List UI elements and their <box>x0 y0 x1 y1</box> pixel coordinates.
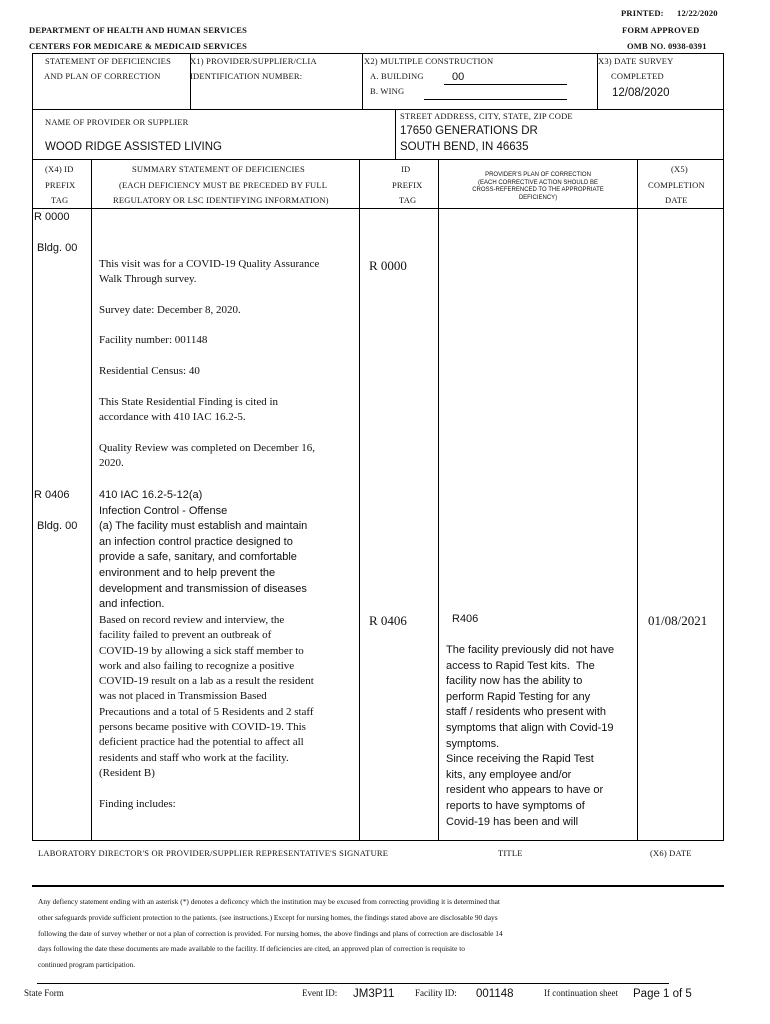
row1-tag: R 0000 <box>34 211 70 223</box>
completed-label: COMPLETED <box>611 71 664 81</box>
row1-building: Bldg. 00 <box>37 242 78 254</box>
row2-id-tag: R 0406 <box>369 613 407 628</box>
completion-header: COMPLETION <box>648 180 705 190</box>
survey-date: 12/08/2020 <box>612 87 670 99</box>
wing-underline <box>424 99 567 100</box>
disclaimer-line: following the date of survey whether or not a plan of correction is provided. For nursing homes, the above findings and plans of correction are disclosable 14 <box>38 928 503 938</box>
page-number: Page 1 of 5 <box>633 988 692 1000</box>
divider <box>32 53 33 110</box>
id-tag-header: TAG <box>399 195 417 205</box>
divider <box>91 159 92 840</box>
building-underline <box>444 84 567 85</box>
x4-tag-header: TAG <box>51 195 69 205</box>
divider <box>37 983 669 984</box>
event-id: JM3P11 <box>353 988 395 1000</box>
divider <box>723 159 724 840</box>
x2-label: X2) MULTIPLE CONSTRUCTION <box>364 56 494 66</box>
centers-title: CENTERS FOR MEDICARE & MEDICAID SERVICES <box>29 41 248 51</box>
id-header: ID <box>401 164 411 174</box>
divider <box>438 159 439 840</box>
x5-header: (X5) <box>671 164 688 174</box>
divider <box>32 885 724 887</box>
disclaimer <box>38 894 718 973</box>
divider <box>32 159 724 160</box>
summary-header: SUMMARY STATEMENT OF DEFICIENCIES <box>132 164 305 174</box>
date-header: DATE <box>665 195 688 205</box>
row1-summary: This visit was for a COVID-19 Quality Assurance Walk Through survey. Survey date: December 8, 2020. Facility number: 001148 Residential Census: 40 This State Residential Finding is cited in accordance with 410 IAC 16.2-5. Quality Review was completed on December 16, 2020. <box>99 258 320 469</box>
city-state-zip: SOUTH BEND, IN 46635 <box>400 141 529 153</box>
printed-label: PRINTED: <box>621 8 664 18</box>
department-title: DEPARTMENT OF HEALTH AND HUMAN SERVICES <box>29 25 248 35</box>
building-label: A. BUILDING <box>370 71 424 81</box>
plan-header-line-3: CROSS-REFERENCED TO THE APPROPRIATE <box>472 187 604 193</box>
row2-plan-title: R406 <box>452 613 479 625</box>
identification-label: IDENTIFICATION NUMBER: <box>190 71 303 81</box>
divider <box>723 53 724 110</box>
disclaimer-line: other safeguards provide sufficient protection to the patients. (see instructions.) Except for nursing homes, the findings stated above are disclosable 90 days <box>38 912 498 922</box>
building-value: 00 <box>452 71 465 83</box>
omb-number: OMB NO. 0938-0391 <box>627 41 707 51</box>
divider <box>32 110 33 159</box>
address-label: STREET ADDRESS, CITY, STATE, ZIP CODE <box>400 111 573 121</box>
divider <box>637 159 638 840</box>
divider <box>362 53 363 110</box>
divider <box>32 840 724 841</box>
row2-completion-date: 01/08/2021 <box>648 613 708 628</box>
statement-label: STATEMENT OF DEFICIENCIES <box>45 56 172 66</box>
x4-id-header: (X4) ID <box>45 164 74 174</box>
summary-subheader: (EACH DEFICIENCY MUST BE PRECEDED BY FULL <box>119 180 328 190</box>
disclaimer-line: continued program participation. <box>38 960 136 970</box>
title-label: TITLE <box>498 848 523 858</box>
disclaimer-line: Any defiency statement ending with an asterisk (*) denotes a deficency which the institution may be excused from correcting providing it is determined that <box>38 897 500 906</box>
row2-regulation: 410 IAC 16.2-5-12(a) Infection Control - Offense (a) The facility must establish and maintain an infection control practice designed to provide a safe, sanitary, and comfortable environment and to help prevent the development and transmission of diseases and infection. <box>99 489 308 611</box>
row2-plan-text: The facility previously did not have access to Rapid Test kits. The facility now has the ability to perform Rapid Testing for any staff / residents who present with symptoms that align with Covid-19 symptoms. Since receiving the Rapid Test kits, any employee and/or resident who appears to have or reports to have symptoms of Covid-19 has been and will <box>446 644 615 828</box>
plan-header-line-2: (EACH CORRECTIVE ACTION SHOULD BE <box>477 179 599 186</box>
id-prefix-header: PREFIX <box>392 180 423 190</box>
divider <box>359 159 360 840</box>
facility-id-label: Facility ID: <box>415 988 457 998</box>
provider-name-label: NAME OF PROVIDER OR SUPPLIER <box>45 117 189 127</box>
divider <box>32 159 33 840</box>
divider <box>395 110 396 159</box>
street-address: 17650 GENERATIONS DR <box>400 125 538 137</box>
row2-tag: R 0406 <box>34 489 70 501</box>
provider-name: WOOD RIDGE ASSISTED LIVING <box>45 141 223 153</box>
x6-date-label: (X6) DATE <box>650 848 692 858</box>
x3-label: X3) DATE SURVEY <box>598 56 674 66</box>
event-id-label: Event ID: <box>302 988 338 998</box>
divider <box>32 53 724 54</box>
divider <box>723 110 724 159</box>
row1-id-tag: R 0000 <box>369 258 407 273</box>
x1-label: X1) PROVIDER/SUPPLIER/CLIA <box>190 56 317 66</box>
row2-findings: Based on record review and interview, the facility failed to prevent an outbreak of COVID-19 by allowing a sick staff member to work and also failing to recognize a positive COVID-19 result on a lab as a result the resident was not placed in Transmission Based Precautions and a total of 5 Residents and 2 staff persons became positive with COVID-19. This deficient practice had the potential to affect all residents and staff who work at the facility. (Resident B) Finding includes: <box>99 614 314 810</box>
state-form-label: State Form <box>24 988 64 998</box>
printed-date: 12/22/2020 <box>677 8 718 18</box>
continuation-label: If continuation sheet <box>544 988 618 998</box>
facility-id: 001148 <box>476 988 514 1000</box>
wing-label: B. WING <box>370 86 405 96</box>
row2-building: Bldg. 00 <box>37 520 78 532</box>
plan-header-line-4: DEFICIENCY) <box>518 194 558 201</box>
form-approved: FORM APPROVED <box>622 25 700 35</box>
disclaimer-line: days following the date these documents are made available to the facility. If deficiencies are cited, an approved plan of correction is requisite to <box>38 944 465 954</box>
plan-header <box>440 172 636 202</box>
summary-subheader-2: REGULATORY OR LSC IDENTIFYING INFORMATION) <box>113 195 329 205</box>
plan-of-correction-label: AND PLAN OF CORRECTION <box>44 71 161 81</box>
x4-prefix-header: PREFIX <box>45 180 76 190</box>
divider <box>32 109 724 110</box>
plan-header-line-1: PROVIDER'S PLAN OF CORRECTION <box>485 172 591 178</box>
divider <box>32 208 724 209</box>
signature-label: LABORATORY DIRECTOR'S OR PROVIDER/SUPPLIER REPRESENTATIVE'S SIGNATURE <box>38 848 389 858</box>
